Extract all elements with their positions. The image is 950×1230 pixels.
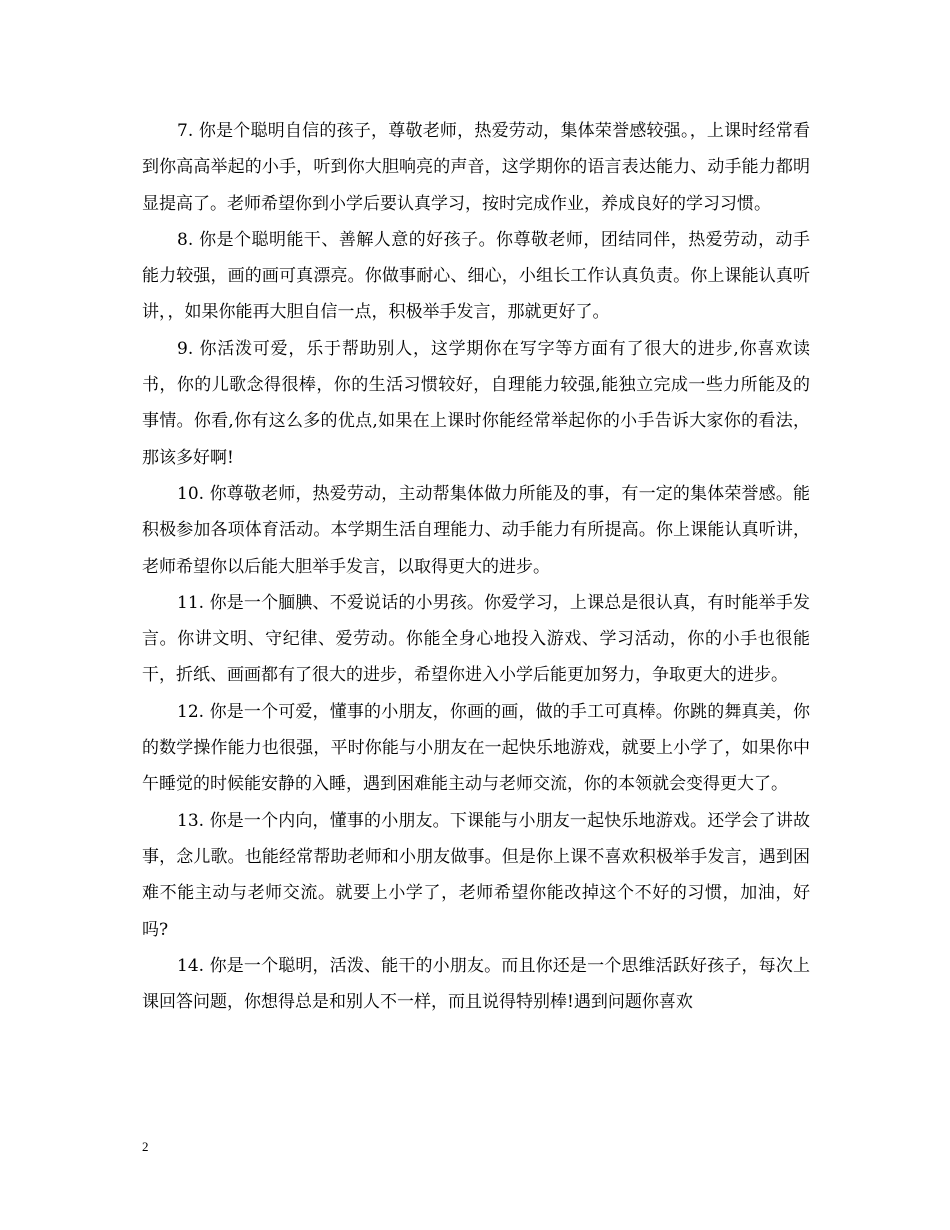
paragraph-14: 14. 你是一个聪明，活泼、能干的小朋友。而且你还是一个思维活跃好孩子，每次上课回答问题，你想得总是和别人不一样，而且说得特别棒!遇到问题你喜欢	[142, 955, 810, 1013]
paragraph-11: 11. 你是一个腼腆、不爱说话的小男孩。你爱学习，上课总是很认真，有时能举手发言。你讲文明、守纪律、爱劳动。你能全身心地投入游戏、学习活动，你的小手也很能干，折纸、画画都有了很大的进步，希望你进入小学后能更加努力，争取更大的进步。	[142, 592, 810, 686]
page-number: 2	[142, 1139, 149, 1154]
document-body	[142, 113, 810, 1020]
paragraph-12: 12. 你是一个可爱，懂事的小朋友，你画的画，做的手工可真棒。你跳的舞真美，你的数学操作能力也很强，平时你能与小朋友在一起快乐地游戏，就要上小学了，如果你中午睡觉的时候能安静的入睡，遇到困难能主动与老师交流，你的本领就会变得更大了。	[142, 701, 810, 795]
paragraph-7: 7. 你是个聪明自信的孩子，尊敬老师，热爱劳动，集体荣誉感较强。，上课时经常看到你高高举起的小手，听到你大胆响亮的声音，这学期你的语言表达能力、动手能力都明显提高了。老师希望你到小学后要认真学习，按时完成作业，养成良好的学习习惯。	[142, 121, 810, 214]
paragraph-9: 9. 你活泼可爱，乐于帮助别人，这学期你在写字等方面有了很大的进步,你喜欢读书，你的儿歌念得很棒，你的生活习惯较好，自理能力较强,能独立完成一些力所能及的事情。你看,你有这么多的优点,如果在上课时你能经常举起你的小手告诉大家你的看法，那该多好啊!	[142, 338, 810, 468]
paragraph-8: 8. 你是个聪明能干、善解人意的好孩子。你尊敬老师，团结同伴，热爱劳动，动手能力较强，画的画可真漂亮。你做事耐心、细心，小组长工作认真负责。你上课能认真听讲，，如果你能再大胆自信一点，积极举手发言，那就更好了。	[142, 229, 810, 323]
paragraph-13: 13. 你是一个内向，懂事的小朋友。下课能与小朋友一起快乐地游戏。还学会了讲故事，念儿歌。也能经常帮助老师和小朋友做事。但是你上课不喜欢积极举手发言，遇到困难不能主动与老师交流。就要上小学了，老师希望你能改掉这个不好的习惯，加油，好吗?	[142, 810, 810, 940]
paragraph-10: 10. 你尊敬老师，热爱劳动，主动帮集体做力所能及的事，有一定的集体荣誉感。能积极参加各项体育活动。本学期生活自理能力、动手能力有所提高。你上课能认真听讲，老师希望你以后能大胆举手发言，以取得更大的进步。	[142, 483, 810, 577]
